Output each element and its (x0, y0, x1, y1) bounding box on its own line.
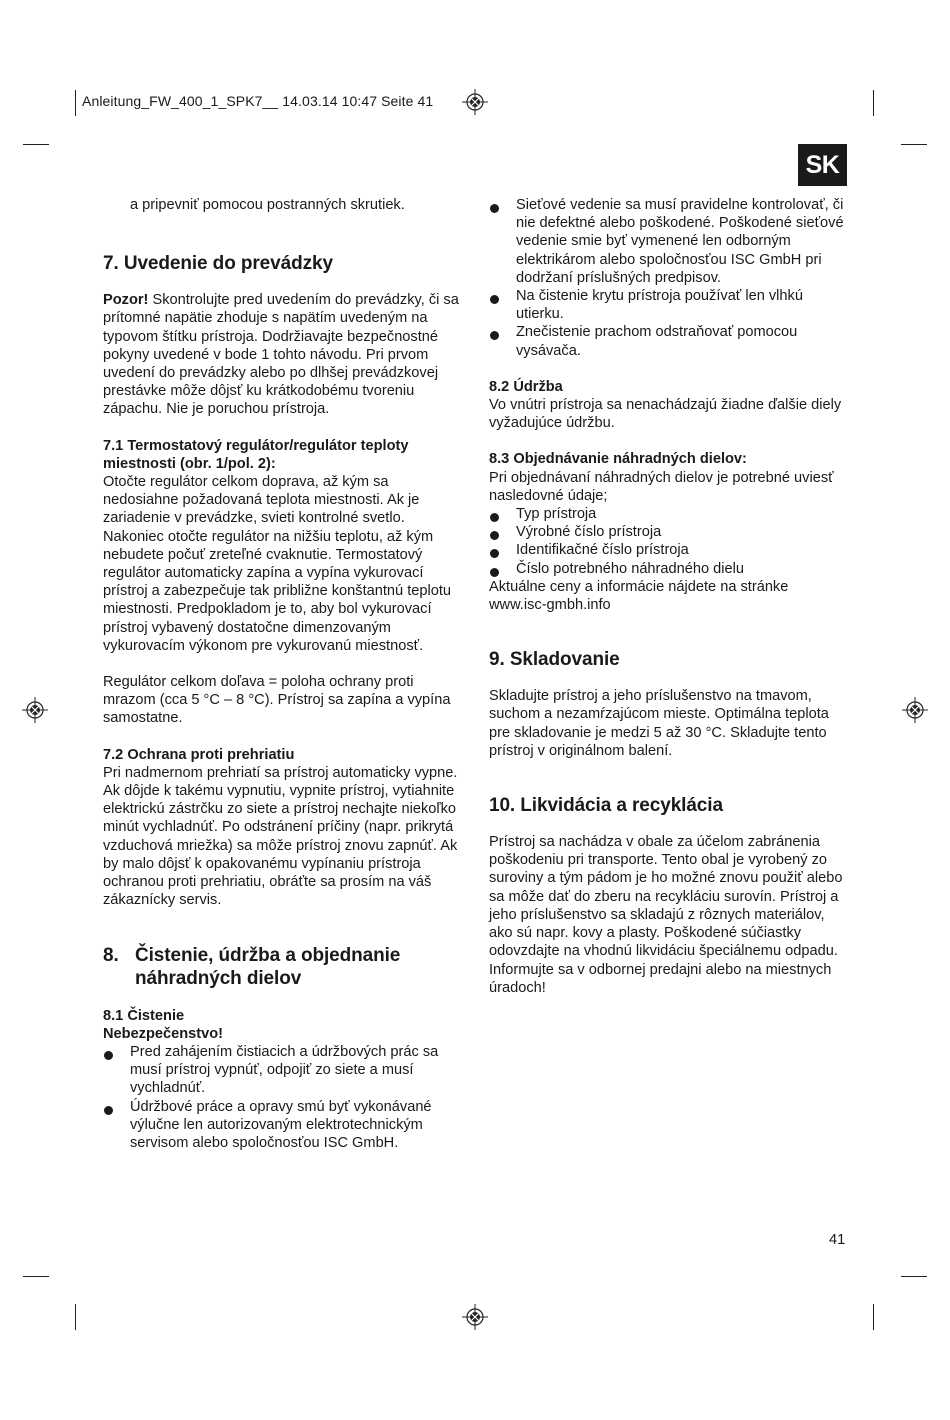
list-item: Výrobné číslo prístroja (489, 523, 851, 541)
bullet-icon (104, 1106, 113, 1115)
section-8-3-heading: 8.3 Objednávanie náhradných dielov: (489, 451, 747, 468)
section-10-text: Prístroj sa nachádza v obale za účelom zabránenia poškodeniu pri transporte. Tento obal je vyrobený zo suroviny a tým pádom je ho možné znovu použiť alebo sa môže dať do zberu na recykláciu surovín. Prístroj a jeho príslušenstvo sa skladajú z rôznych materiálov, ako sú napr. kovy a plasty. Poškodené súčiastky odovzdajte na vhodnú likvidáciu špeciálnemu odpadu. Informujte sa v odbornej predajni alebo na miestnych úradoch! (489, 834, 843, 996)
bullet-icon (490, 549, 499, 558)
warning-text: Skontrolujte pred uvedením do prevádzky, či sa prítomné napätie zhoduje s napätím uvedeným na typovom štítku prístroja. Dodržiavajte bezpečnostné pokyny uvedené v bode 1 tohto návodu. Pri prvom uvedení do prevádzky alebo po dlhšej prevádzkovej prestávke môže dôjsť ku krátkodobému tvoreniu zápachu. Nie je poruchou prístroja. (103, 292, 459, 418)
warning-label: Pozor! (103, 292, 149, 309)
section-8-2-heading: 8.2 Údržba (489, 378, 563, 395)
list-item: Údržbové práce a opravy smú byť vykonávané výlučne len autorizovaným elektrotechnickým servisom alebo spoločnosťou ISC GmbH. (103, 1098, 465, 1153)
section-7-1-text-2: Regulátor celkom doľava = poloha ochrany proti mrazom (cca 5 °C – 8 °C). Prístroj sa zapína a vypína samostatne. (103, 674, 451, 727)
section-8-3-text-2: Aktuálne ceny a informácie nájdete na stránke www.isc-gmbh.info (489, 578, 789, 614)
bullet-icon (104, 1051, 113, 1060)
section-7-1-text: Otočte regulátor celkom doprava, až kým sa nedosiahne požadovaná teplota miestnosti. Ak je zariadenie v prevádzke, svieti kontrolné svetlo. Nakoniec otočte regulátor na nižšiu teplotu, až kým nebudete počuť zreteľné cvaknutie. Termostatový regulátor automaticky zapína a vypína vykurovací prístroj a zabezpečuje tak približne konštantnú teplotu miestnosti. Predpokladom je to, aby bol vykurovací prístroj vybavený dostatočne dimenzovaným vykurovacím výkonom pre vykurovanú miestnosť. (103, 474, 452, 654)
bullet-icon (490, 531, 499, 540)
section-7-warning (103, 291, 465, 418)
crop-mark (75, 1304, 76, 1330)
cleaning-list-continued (489, 196, 851, 360)
page-number: 41 (829, 1232, 846, 1248)
bullet-icon (490, 295, 499, 304)
section-9-heading: 9. Skladovanie (489, 649, 620, 671)
danger-label: Nebezpečenstvo! (103, 1025, 224, 1042)
crop-mark (901, 1276, 927, 1277)
section-8-3-text: Pri objednávaní náhradných dielov je potrebné uviesť nasledovné údaje; (489, 469, 834, 504)
section-8-number: 8. (103, 944, 119, 966)
list-item: Na čistenie krytu prístroja používať len vlhkú utierku. (489, 287, 851, 323)
section-8-2-text: Vo vnútri prístroja sa nenachádzajú žiadne ďalšie diely vyžadujúce údržbu. (489, 397, 842, 432)
crop-mark (901, 144, 927, 145)
crop-mark (873, 1304, 874, 1330)
list-item: Typ prístroja (489, 505, 851, 523)
section-8-1-heading: 8.1 Čistenie (103, 1007, 185, 1024)
cleaning-list (103, 1043, 465, 1152)
section-7-2-heading: 7.2 Ochrana proti prehriatiu (103, 746, 295, 763)
language-badge: SK (798, 144, 847, 186)
list-item: Číslo potrebného náhradného dielu (489, 560, 851, 578)
section-7-1-heading: 7.1 Termostatový regulátor/regulátor teploty miestnosti (obr. 1/pol. 2): (103, 437, 409, 472)
crop-mark (23, 144, 49, 145)
crop-mark (75, 90, 76, 116)
intro-text: a pripevniť pomocou postranných skrutiek. (130, 197, 405, 213)
list-item: Znečistenie prachom odstraňovať pomocou vysávača. (489, 323, 851, 359)
bullet-icon (490, 513, 499, 522)
registration-mark-icon (462, 1304, 488, 1330)
section-9-text: Skladujte prístroj a jeho príslušenstvo na tmavom, suchom a nezamŕzajúcom mieste. Optimálna teplota pre skladovanie je medzi 5 až 30 °C. Skladujte tento prístroj v originálnom balení. (489, 688, 829, 759)
bullet-icon (490, 331, 499, 340)
registration-mark-icon (462, 89, 488, 115)
list-item: Sieťové vedenie sa musí pravidelne kontrolovať, či nie defektné alebo poškodené. Poškodené sieťové vedenie smie byť vymenené len odborným elektrikárom alebo spoločnosťou ISC GmbH pri dodržaní príslušných predpisov. (489, 196, 851, 287)
print-header: Anleitung_FW_400_1_SPK7__ 14.03.14 10:47 Seite 41 (82, 93, 434, 109)
registration-mark-icon (902, 697, 928, 723)
registration-mark-icon (22, 697, 48, 723)
right-column (489, 196, 851, 997)
spare-parts-list (489, 505, 851, 578)
section-8-heading (103, 944, 465, 990)
section-10-heading: 10. Likvidácia a recyklácia (489, 795, 723, 817)
bullet-icon (490, 568, 499, 577)
section-7-heading: 7. Uvedenie do prevádzky (103, 253, 333, 275)
section-7-2-text: Pri nadmernom prehriatí sa prístroj automaticky vypne. Ak dôjde k takému vypnutiu, vypnite prístroj, vytiahnite elektrickú zástrčku zo siete a prístroj nechajte niekoľko minút vychladnúť. Po odstránení príčiny (napr. prikrytá vzduchová mriežka) sa môže prístroj znovu zapnúť. Ak by malo dôjsť k opakovanému vypínaniu prístroja ochranou proti prehriatiu, obráťte sa prosím na váš zákaznícky servis. (103, 764, 458, 909)
bullet-icon (490, 204, 499, 213)
list-item: Identifikačné číslo prístroja (489, 541, 851, 559)
list-item: Pred zahájením čistiacich a údržbových prác sa musí prístroj vypnúť, odpojiť zo siete a musí vychladnúť. (103, 1043, 465, 1098)
crop-mark (23, 1276, 49, 1277)
left-column (103, 196, 465, 1152)
section-8-title: Čistenie, údržba a objednanie náhradných dielov (135, 944, 401, 989)
crop-mark (873, 90, 874, 116)
